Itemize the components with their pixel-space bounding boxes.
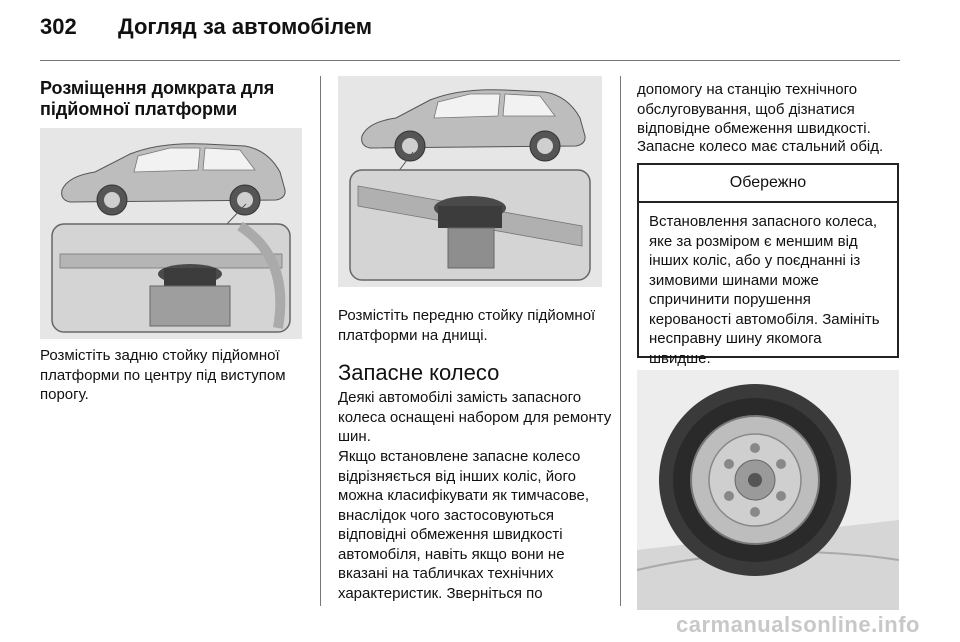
rear-lift-illustration xyxy=(40,128,302,339)
column-divider-2 xyxy=(620,76,621,606)
paragraph-tyre-repair-kit: Деякі автомобілі замість запасного колеса оснащені набором для ремонту шин. xyxy=(338,389,612,445)
page-title: Догляд за автомобілем xyxy=(118,14,373,39)
caption-rear-lift: Розмістіть задню стойку підйомної платформи по центру під виступом порогу. xyxy=(40,347,286,403)
paragraph-service-station: допомогу на станцію технічного обслуговування, щоб дізнатися відповідне обмеження швидкості. xyxy=(637,81,871,137)
column-divider-1 xyxy=(320,76,321,606)
figure-spare-wheel xyxy=(637,370,899,610)
paragraph-steel-rim: Запасне колесо має стальний обід. xyxy=(637,138,884,155)
caption-front-lift: Розмістіть передню стойку підйомної платформи на днищі. xyxy=(338,307,596,344)
page-number: 302 xyxy=(40,14,77,39)
spare-wheel-illustration xyxy=(637,370,899,610)
figure-front-lift-point xyxy=(338,76,602,287)
section-title-spare-wheel: Запасне колесо xyxy=(338,360,500,385)
caution-box xyxy=(637,163,899,367)
caution-text: Встановлення запасного колеса, яке за розміром є меншим від інших коліс, або у поєднанні із зимовими шинами може спричинити порушення керованості автомобіля. Замініть несправну шину якомога швидше. xyxy=(649,213,880,367)
figure-rear-lift-point xyxy=(40,128,302,339)
caution-title: Обережно xyxy=(639,165,897,203)
header-rule xyxy=(40,60,900,61)
front-lift-illustration xyxy=(338,76,602,287)
watermark: carmanualsonline.info xyxy=(676,612,920,637)
paragraph-temporary-spare: Якщо встановлене запасне колесо відрізняється від інших коліс, його можна класифікувати як тимчасове, внаслідок чого застосовуються відповідні обмеження швидкості автомобіля, навіть якщо вони не вказані на табличках технічних характеристик. Зверніться по xyxy=(338,448,590,602)
section-heading-jack-positions: Розміщення домкрата для підйомної платформи xyxy=(40,78,275,119)
